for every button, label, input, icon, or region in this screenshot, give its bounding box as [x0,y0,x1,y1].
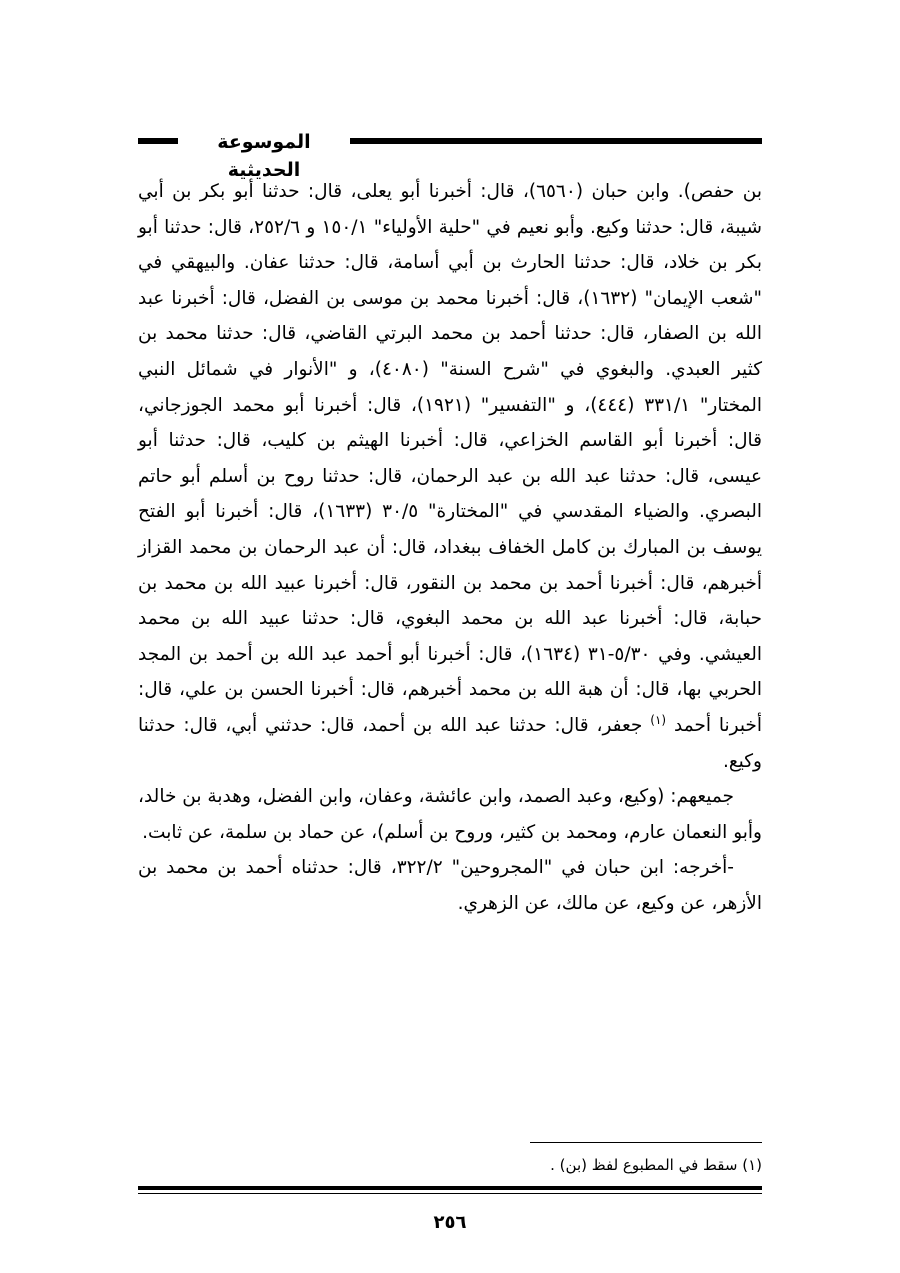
main-text [138,174,762,921]
paragraph-1-text-b: جعفر، قال: حدثنا عبد الله بن أحمد، قال: حدثني أبي، قال: حدثنا وكيع. [138,714,762,772]
paragraph-1 [138,174,762,779]
footnote: (١) سقط في المطبوع لفظ (بن) . [550,1156,762,1174]
running-header [138,128,762,181]
bottom-rule-thick [138,1186,762,1190]
bottom-rule-thin [138,1193,762,1194]
page-number: ٢٥٦ [433,1212,467,1233]
paragraph-2: جميعهم: (وكيع، وعبد الصمد، وابن عائشة، وعفان، وابن الفضل، وهدبة بن خالد، وأبو النعمان عارم، ومحمد بن كثير، وروح بن أسلم)، عن حماد بن سلمة، عن ثابت. [138,786,762,843]
header-rule-right [350,138,762,144]
footnote-separator [530,1142,762,1143]
header-rule-left [138,138,178,144]
header-title: الموسوعة الحديثية [217,131,311,181]
paragraph-1-text-a: بن حفص). وابن حبان (٦٥٦٠)، قال: أخبرنا أبو يعلى، قال: حدثنا أبو بكر بن أبي شيبة، قال: حدثنا وكيع. وأبو نعيم في "حلية الأولياء" ١٥٠/١ و ٢٥٢/٦، قال: حدثنا أبو بكر بن خلاد، قال: حدثنا الحارث بن أبي أسامة، قال: حدثنا عفان. والبيهقي في "شعب الإيمان" (١٦٣٢)، قال: أخبرنا محمد بن موسى بن الفضل، قال: أخبرنا عبد الله بن الصفار، قال: حدثنا أحمد بن محمد البرتي القاضي، قال: حدثنا محمد بن كثير العبدي. والبغوي في "شرح السنة" (٤٠٨٠)، و "الأنوار في شمائل النبي المختار" ٣٣١/١ (٤٤٤)، و "التفسير" (١٩٢١)، قال: أخبرنا أبو محمد الجوزجاني، قال: أخبرنا أبو القاسم الخزاعي، قال: أخبرنا الهيثم بن كليب، قال: حدثنا أبو عيسى، قال: حدثنا عبد الله بن عبد الرحمان، قال: حدثنا روح بن أسلم أبو حاتم البصري. والضياء المقدسي في "المختارة" ٣٠/٥ (١٦٣٣)، قال: أخبرنا أبو الفتح يوسف بن المبارك بن كامل الخفاف ببغداد، قال: أن عبد الرحمان بن محمد القزاز أخبرهم، قال: أخبرنا أحمد بن محمد بن النقور، قال: أخبرنا عبيد الله بن محمد بن حبابة، قال: أخبرنا عبد الله بن محمد البغوي، قال: حدثنا عبيد الله بن محمد العيشي. وفي ٥/٣٠-٣١ (١٦٣٤)، قال: أخبرنا أبو أحمد عبد الله بن أحمد بن المجد الحربي بها، قال: أن هبة الله بن محمد أخبرهم، قال: أخبرنا الحسن بن علي، قال: أخبرنا أحمد [138,181,763,736]
paragraph-3: -أخرجه: ابن حبان في "المجروحين" ٣٢٢/٢، قال: حدثناه أحمد بن محمد بن الأزهر، عن وكيع، عن مالك، عن الزهري. [138,857,762,914]
footnote-reference: (١) [650,712,667,727]
